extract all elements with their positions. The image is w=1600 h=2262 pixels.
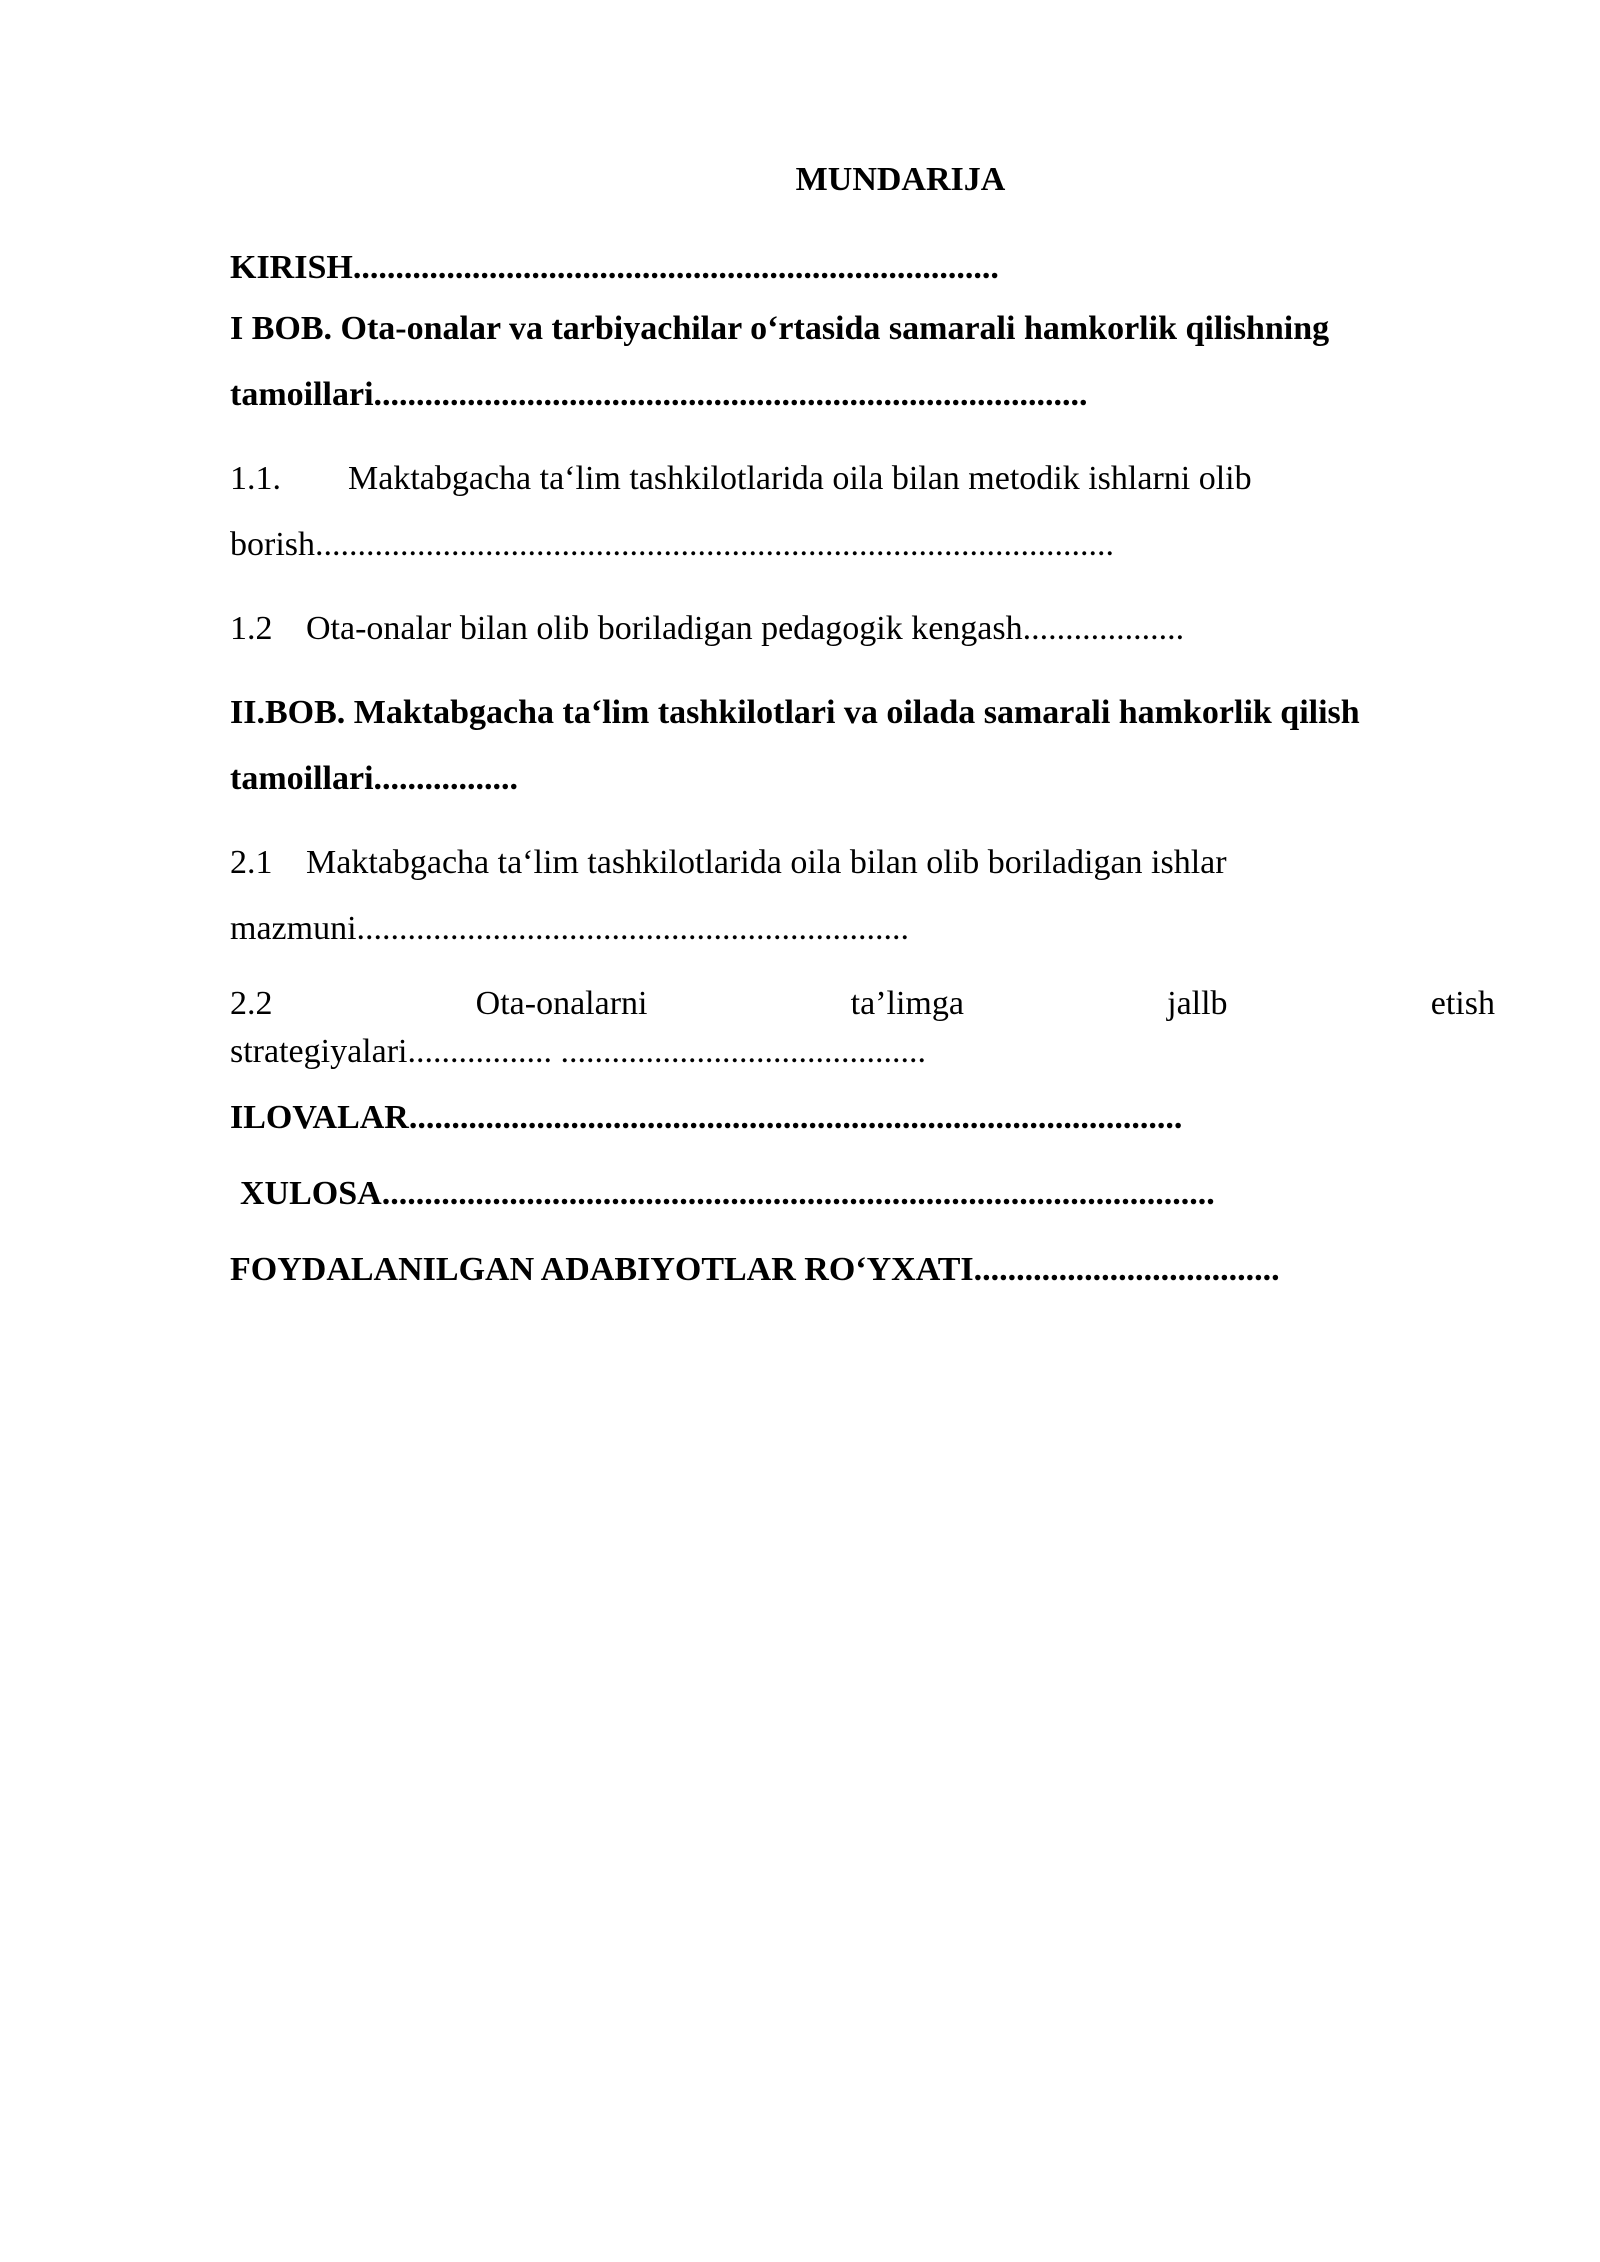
toc-entry-section-2-1-line2: mazmuni................................................................. [230,910,910,947]
toc-entry-chapter-1-line1: I BOB. Ota-onalar va tarbiyachilar o‘rtasida samarali hamkorlik qilishning [230,310,1330,347]
toc-entry-section-1-2-text: Ota-onalar bilan olib boriladigan pedagogik kengash................... [306,610,1185,647]
toc-entry-section-1-1 [230,446,1495,578]
toc-entry-references [230,1250,1495,1290]
toc-entry-chapter-2-line2: tamoillari................. [230,760,519,797]
section-number: 1.2 [230,610,273,647]
toc-entry-section-2-1-line1: Maktabgacha ta‘lim tashkilotlarida oila bilan olib boriladigan ishlar [306,844,1227,881]
toc-entry-section-2-1 [230,830,1495,962]
toc-entry-ilovalar [230,1098,1495,1138]
word: jallb [1167,985,1228,1022]
toc-entry-chapter-1 [230,296,1495,428]
toc-entry-xulosa-text: XULOSA.................................................................................................. [240,1175,1215,1212]
table-of-contents [230,160,1495,1326]
toc-entry-ilovalar-text: ILOVALAR........................................................................................... [230,1099,1183,1136]
toc-entry-xulosa [230,1174,1495,1214]
toc-entry-references-text: FOYDALANILGAN ADABIYOTLAR RO‘YXATI.................................... [230,1251,1280,1288]
toc-entry-section-2-2-line1 [230,980,1495,1028]
toc-entry-kirish-text: KIRISH............................................................................ [230,249,999,286]
toc-entry-chapter-2-line1: II.BOB. Maktabgacha ta‘lim tashkilotlari va oilada samarali hamkorlik qilish [230,694,1360,731]
toc-entry-section-1-2 [230,596,1495,662]
word: etish [1430,985,1495,1022]
section-number: 2.1 [230,844,273,881]
toc-entry-section-2-2-line2: strategiyalari................. ........................................... [230,1033,926,1070]
word: ta’limga [850,985,964,1022]
page-title: MUNDARIJA [795,161,1006,198]
toc-entry-section-1-1-line1: Maktabgacha ta‘lim tashkilotlarida oila bilan metodik ishlarni olib [348,460,1252,497]
section-number: 2.2 [230,985,273,1022]
section-number: 1.1. [230,460,281,497]
toc-entry-section-2-2 [230,980,1495,1076]
toc-entry-section-1-1-line2: borish.............................................................................................. [230,526,1114,563]
word: Ota-onalarni [475,985,648,1022]
toc-entry-chapter-1-line2: tamoillari.................................................................................... [230,376,1088,413]
toc-entry-chapter-2 [230,680,1495,812]
toc-entry-kirish [230,248,1495,288]
